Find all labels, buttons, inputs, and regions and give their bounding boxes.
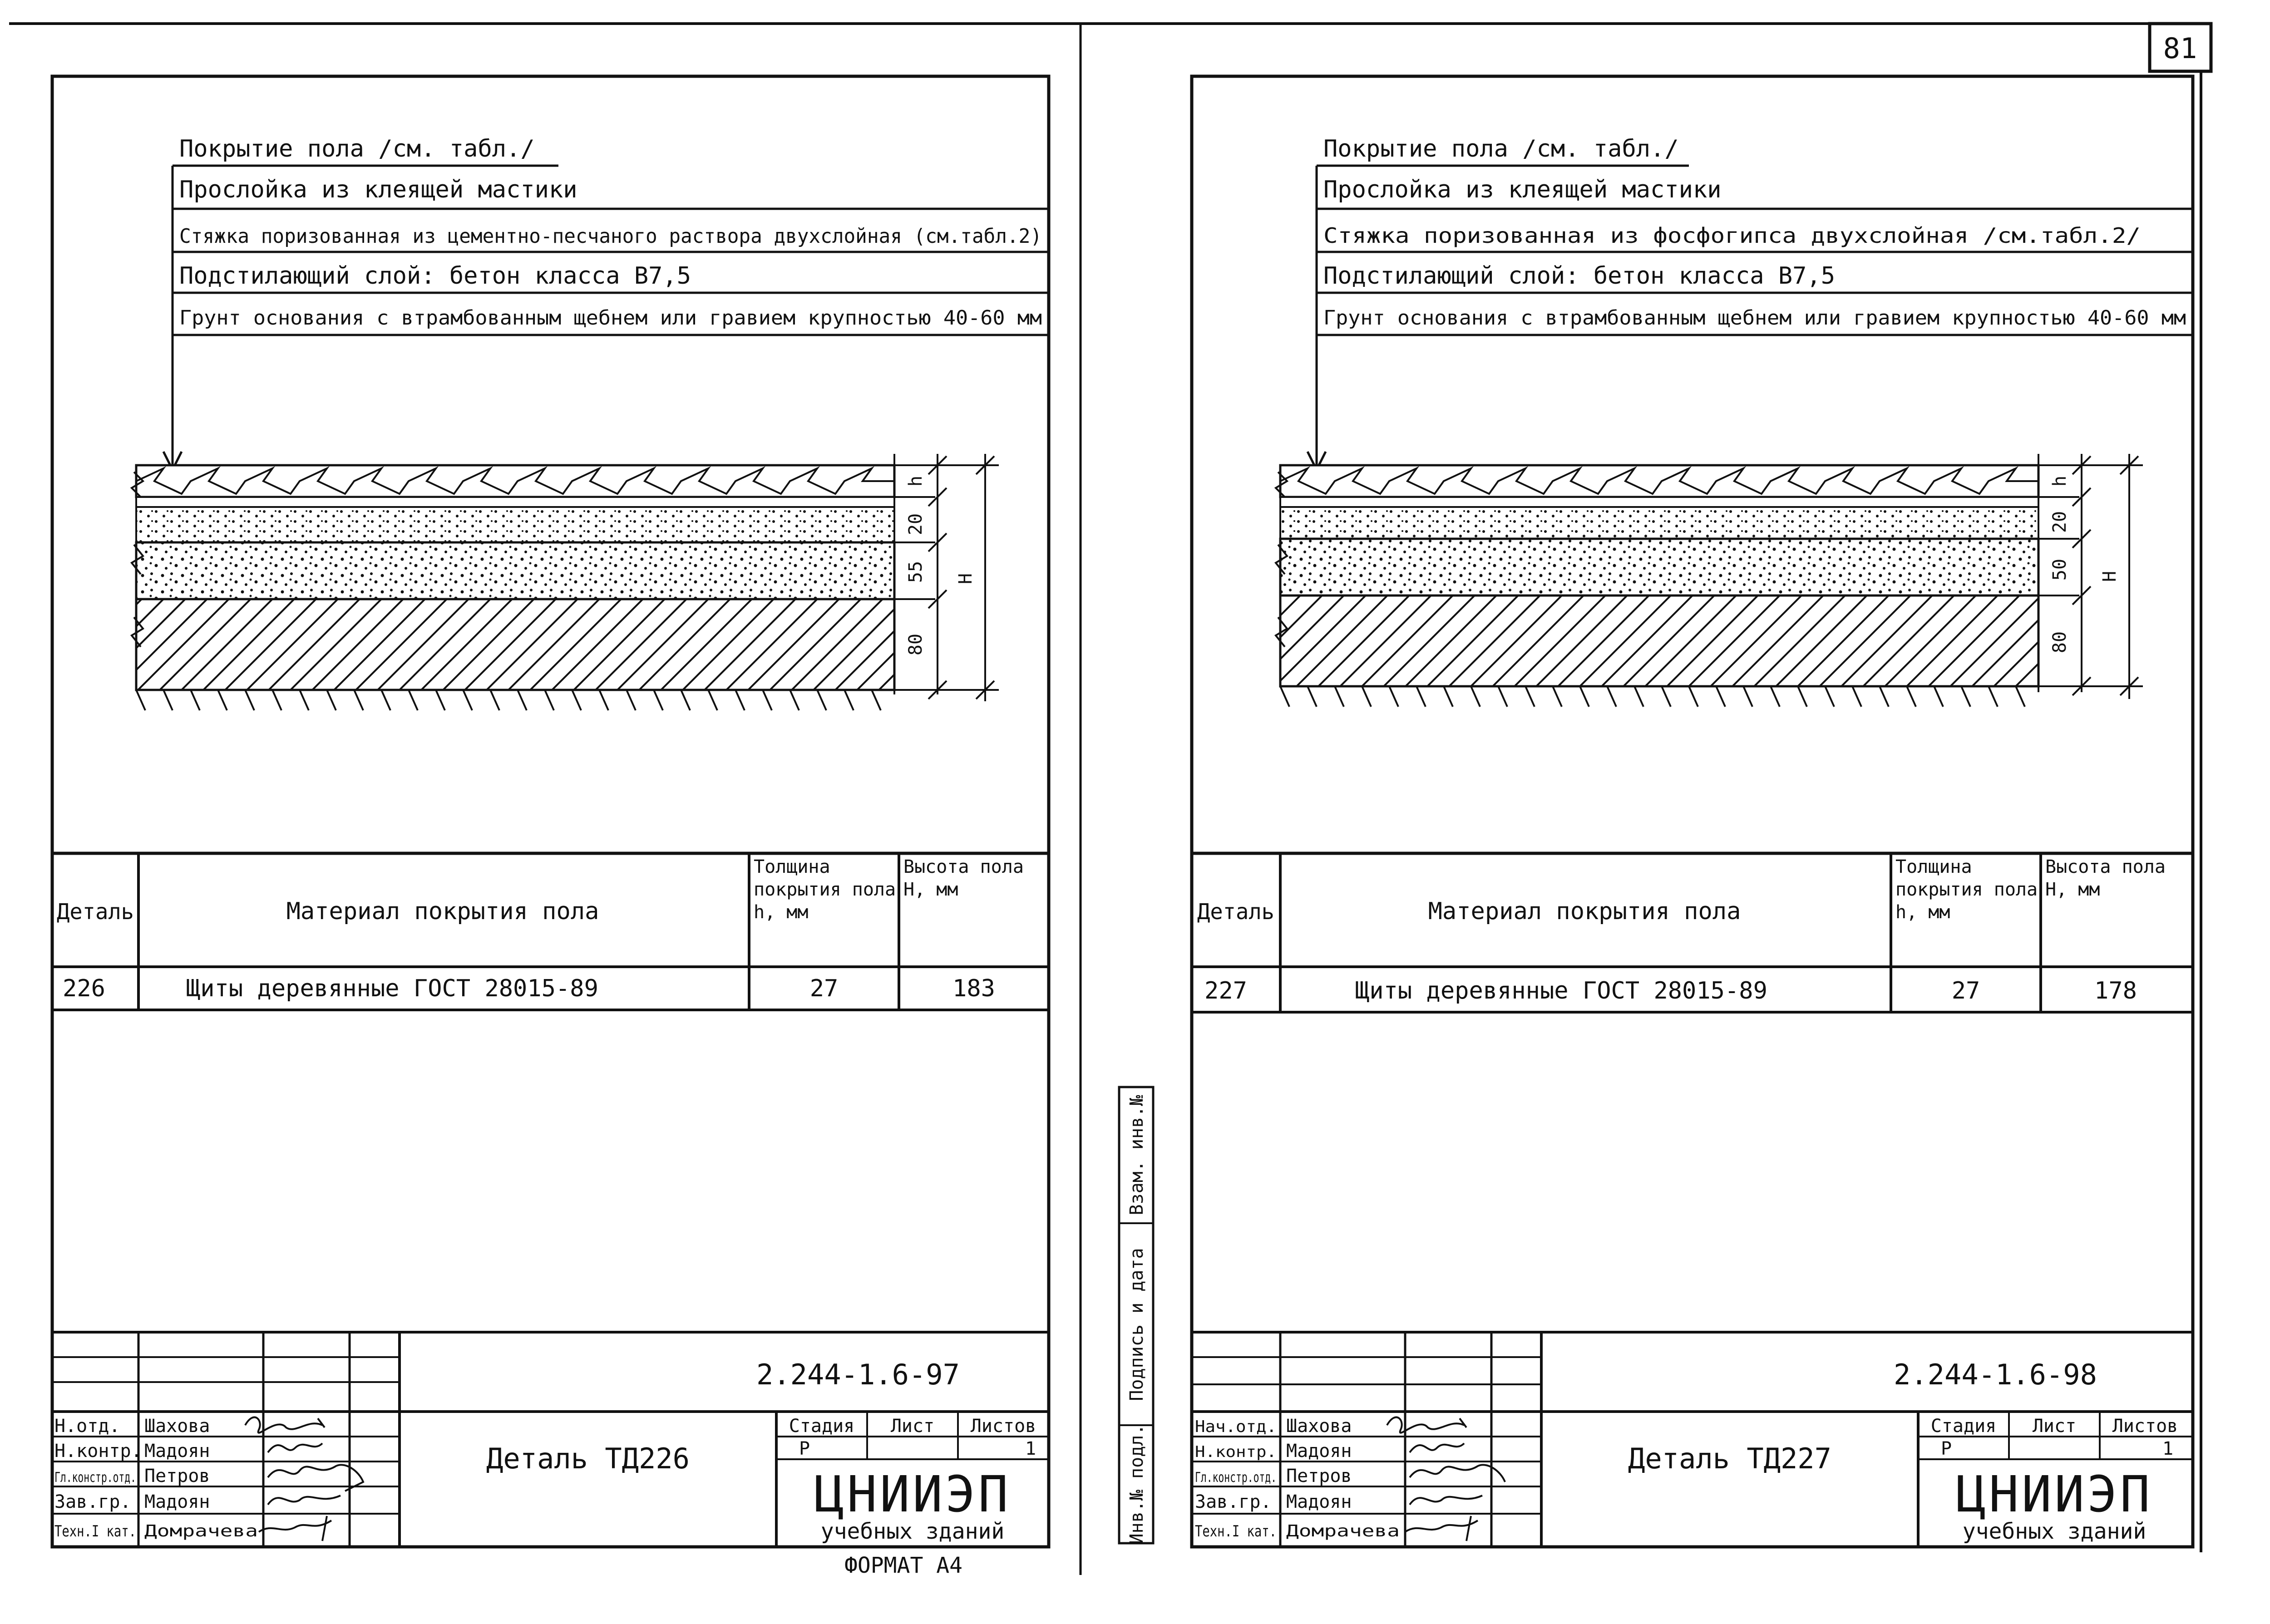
layer-label: Грунт основания с втрамбованным щебнем или гравием крупностью 40-60 мм xyxy=(1323,306,2186,330)
side-stamp-label: Подпись и дата xyxy=(1126,1248,1147,1401)
table-header: Высота пола Н, мм xyxy=(903,856,1024,900)
sheet-title: Деталь ТД226 xyxy=(486,1442,690,1475)
staff-role: Н.контр. xyxy=(54,1441,142,1462)
side-stamp-label: Взам. инв.№ xyxy=(1126,1095,1147,1216)
layer-label: Подстилающий слой: бетон класса В7,5 xyxy=(179,262,691,290)
sheet-title: Деталь ТД227 xyxy=(1628,1442,1831,1475)
stage-header: Стадия xyxy=(789,1416,855,1437)
table-header: Толщина покрытия пола h, мм xyxy=(1895,856,2038,923)
layer-label: Стяжка поризованная из фосфогипса двухслойная /см.табл.2/ xyxy=(1323,223,2141,248)
sheet-number: 81 xyxy=(2163,32,2197,65)
staff-role: Гл.констр.отд. xyxy=(1195,1470,1277,1486)
staff-name: Мадоян xyxy=(144,1491,210,1512)
staff-name: Мадоян xyxy=(1286,1491,1352,1512)
dim-label: 20 xyxy=(2049,511,2070,533)
staff-role: Зав.гр. xyxy=(1195,1491,1272,1512)
layer-label: Прослойка из клеящей мастики xyxy=(1323,176,1722,203)
dim-label: 80 xyxy=(905,633,926,656)
page-frame xyxy=(9,24,2211,1575)
dim-label: 80 xyxy=(2049,631,2070,654)
staff-name: Шахова xyxy=(1286,1416,1352,1437)
org-subtitle: учебных зданий xyxy=(1962,1519,2147,1544)
staff-role: Техн.I кат. xyxy=(1195,1522,1277,1540)
layer-callouts xyxy=(163,135,1049,470)
org-name: ЦНИИЭП xyxy=(814,1465,1011,1523)
stage-value: 1 xyxy=(1025,1438,1036,1459)
table-header: Деталь xyxy=(1197,899,1274,925)
staff-role: Н.отд. xyxy=(54,1416,120,1437)
left-sheet xyxy=(52,76,1049,1547)
layer-callouts xyxy=(1308,135,2193,470)
org-name: ЦНИИЭП xyxy=(1956,1465,2153,1523)
stage-value: 1 xyxy=(2162,1438,2174,1459)
layer-label: Грунт основания с втрамбованным щебнем или гравием крупностью 40-60 мм xyxy=(179,306,1042,330)
right-sheet xyxy=(1192,71,2201,1552)
staff-name: Петров xyxy=(1286,1466,1352,1486)
layer-label: Покрытие пола /см. табл./ xyxy=(179,135,535,162)
table-header: Толщина покрытия пола h, мм xyxy=(754,856,896,923)
table-cell: Щиты деревянные ГОСТ 28015-89 xyxy=(186,975,598,1002)
staff-name: Шахова xyxy=(144,1416,210,1437)
staff-role: Н.контр. xyxy=(1195,1443,1277,1461)
table-cell: 27 xyxy=(1951,977,1980,1004)
staff-role: Зав.гр. xyxy=(54,1491,131,1512)
table-header: Материал покрытия пола xyxy=(1428,898,1741,925)
stage-value: Р xyxy=(799,1438,810,1459)
floor-section xyxy=(132,465,894,710)
table-header: Материал покрытия пола xyxy=(286,898,599,925)
table-cell: 178 xyxy=(2094,977,2137,1004)
table-header: Деталь xyxy=(57,899,134,925)
floor-section xyxy=(1276,465,2038,707)
document-code: 2.244-1.6-98 xyxy=(1894,1358,2097,1391)
staff-name: Мадоян xyxy=(144,1441,210,1462)
staff-role: Техн.I кат. xyxy=(54,1522,136,1540)
stage-header: Лист xyxy=(2032,1416,2077,1437)
table-cell: Щиты деревянные ГОСТ 28015-89 xyxy=(1355,977,1767,1004)
layer-label: Подстилающий слой: бетон класса В7,5 xyxy=(1323,262,1836,290)
dim-label: h xyxy=(905,475,926,487)
dim-label: 55 xyxy=(905,561,926,583)
table-cell: 227 xyxy=(1204,977,1247,1004)
dim-label: 20 xyxy=(905,513,926,536)
staff-role: Нач.отд. xyxy=(1195,1417,1277,1436)
format-label: ФОРМАТ А4 xyxy=(844,1553,963,1578)
table-cell: 226 xyxy=(63,975,105,1002)
layer-label: Покрытие пола /см. табл./ xyxy=(1323,135,1679,162)
stage-header: Листов xyxy=(970,1416,1036,1437)
dim-label: h xyxy=(2049,475,2070,487)
org-subtitle: учебных зданий xyxy=(820,1519,1005,1544)
stage-value: Р xyxy=(1941,1438,1952,1459)
stage-header: Лист xyxy=(890,1416,935,1437)
staff-role: Гл.констр.отд. xyxy=(54,1470,136,1486)
layer-label: Прослойка из клеящей мастики xyxy=(179,176,577,203)
table-cell: 27 xyxy=(809,975,839,1002)
table-header: Высота пола Н, мм xyxy=(2045,856,2166,900)
layer-label: Стяжка поризованная из цементно-песчаного раствора двухслойная (см.табл.2) xyxy=(179,225,1042,248)
dim-label: H xyxy=(955,573,976,585)
table-cell: 183 xyxy=(952,975,995,1002)
dim-label: H xyxy=(2099,571,2120,582)
staff-name: Домрачева xyxy=(144,1522,258,1540)
document-code: 2.244-1.6-97 xyxy=(756,1358,960,1391)
staff-name: Домрачева xyxy=(1286,1522,1400,1540)
staff-name: Мадоян xyxy=(1286,1441,1352,1462)
side-stamp-label: Инв.№ подл. xyxy=(1126,1424,1147,1545)
stage-header: Листов xyxy=(2112,1416,2178,1437)
stage-header: Стадия xyxy=(1930,1416,1997,1437)
staff-name: Петров xyxy=(144,1466,210,1486)
sheet-border xyxy=(52,76,1049,1547)
dim-label: 50 xyxy=(2049,558,2070,581)
sheet-border xyxy=(1192,76,2193,1547)
